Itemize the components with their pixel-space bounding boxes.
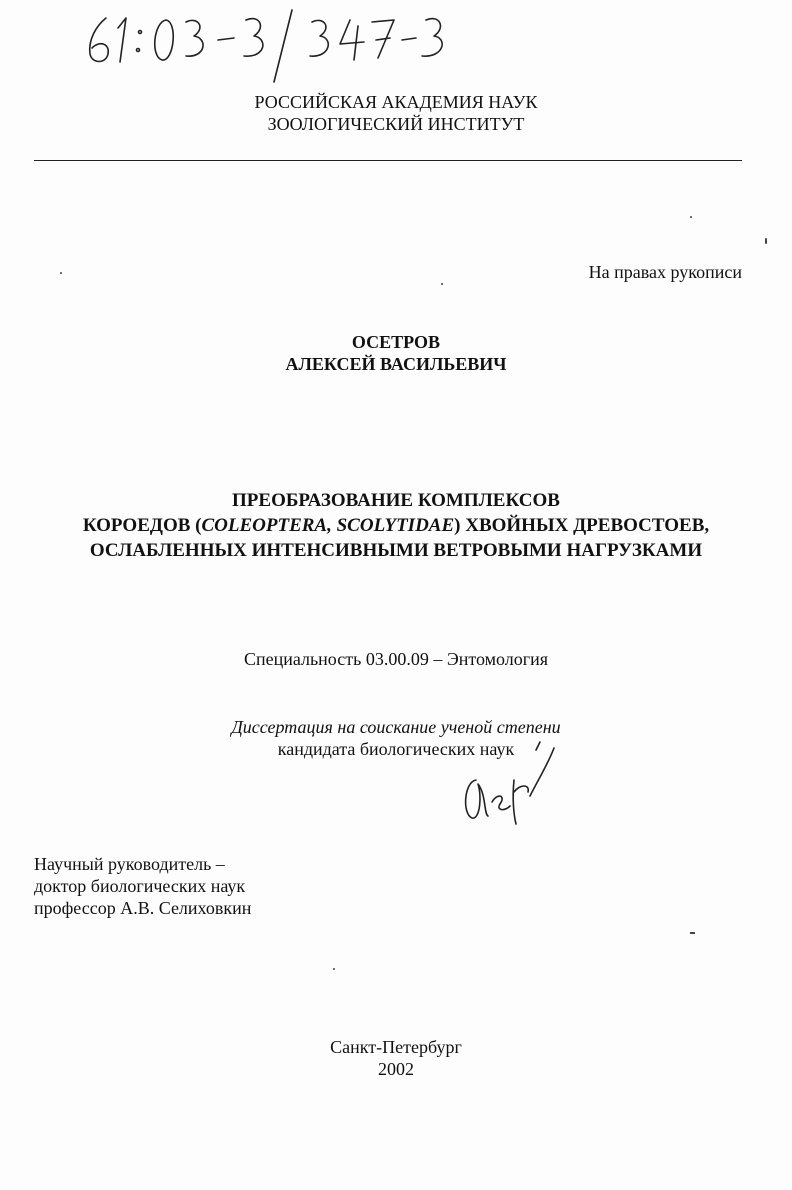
scan-speck xyxy=(441,283,443,285)
handwritten-archive-code xyxy=(78,6,458,86)
supervisor-role: Научный руководитель – xyxy=(34,854,225,874)
year: 2002 xyxy=(378,1059,414,1079)
scientific-supervisor xyxy=(34,853,251,919)
title-taxon: COLEOPTERA, SCOLYTIDAE xyxy=(201,515,455,536)
author-signature xyxy=(458,740,558,830)
scan-speck xyxy=(690,932,695,934)
institution-header xyxy=(0,91,792,135)
title-line-2-prefix: КОРОЕДОВ ( xyxy=(82,515,202,536)
title-line-2 xyxy=(0,513,792,538)
author-name xyxy=(0,331,792,375)
title-line-1: ПРЕОБРАЗОВАНИЕ КОМПЛЕКСОВ xyxy=(232,490,560,511)
scan-speck xyxy=(765,238,767,244)
title-line-2-suffix: ) ХВОЙНЫХ ДРЕВОСТОЕВ, xyxy=(454,515,710,536)
author-given-names: АЛЕКСЕЙ ВАСИЛЬЕВИЧ xyxy=(285,354,507,374)
supervisor-name: профессор А.В. Селиховкин xyxy=(34,898,252,918)
author-surname: ОСЕТРОВ xyxy=(351,332,441,352)
title-line-3: ОСЛАБЛЕННЫХ ИНТЕНСИВНЫМИ ВЕТРОВЫМИ НАГРУЗКАМИ xyxy=(89,540,703,561)
header-divider xyxy=(34,160,742,161)
manuscript-rights-note: На правах рукописи xyxy=(588,262,742,282)
scan-speck xyxy=(690,216,692,218)
imprint xyxy=(0,1036,792,1080)
specialty: Специальность 03.00.09 – Энтомология xyxy=(243,649,549,669)
supervisor-degree: доктор биологических наук xyxy=(34,876,246,896)
city: Санкт-Петербург xyxy=(330,1037,462,1057)
degree-line-2: кандидата биологических наук xyxy=(277,739,515,759)
dissertation-title xyxy=(0,488,792,563)
scan-speck xyxy=(333,968,335,970)
academy-name: РОССИЙСКАЯ АКАДЕМИЯ НАУК xyxy=(254,92,538,112)
scan-speck xyxy=(60,272,62,274)
degree-statement xyxy=(0,716,792,760)
degree-line-1: Диссертация на соискание ученой степени xyxy=(231,717,561,737)
institute-name: ЗООЛОГИЧЕСКИЙ ИНСТИТУТ xyxy=(267,114,525,134)
